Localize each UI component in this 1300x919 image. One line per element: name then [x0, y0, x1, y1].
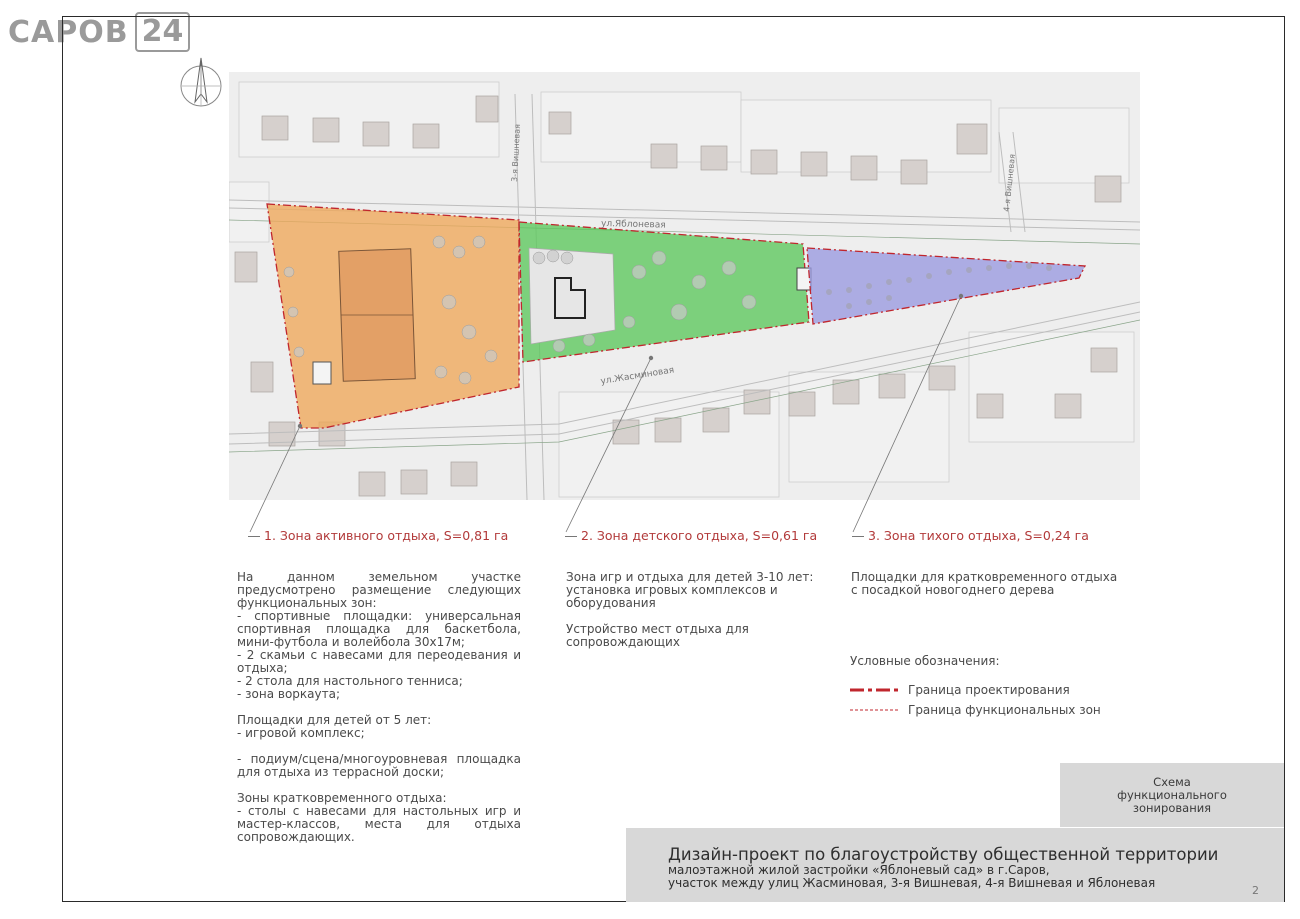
text-line: - игровой комплекс; [237, 726, 365, 740]
text-line: установка игровых комплексов и оборудования [566, 583, 778, 610]
text-line: - спортивные площадки: универсальная спортивная площадка для баскетбола, мини-футбола и волейбола 30х17м; [237, 609, 521, 649]
title-block [626, 828, 1284, 902]
page-number: 2 [1252, 884, 1259, 897]
zone-1-description [237, 571, 521, 857]
zone-1-paragraph [237, 792, 521, 844]
zone-3-paragraph [851, 571, 1121, 597]
scheme-title: Схема функционального зонирования [1117, 774, 1227, 815]
zone-3-title: 3. Зона тихого отдыха, S=0,24 га [852, 528, 1089, 543]
subtitle-line: малоэтажной жилой застройки «Яблоневый сад» в г.Саров, [668, 863, 1050, 877]
project-subtitle [668, 864, 1155, 890]
text-line: На данном земельном участке предусмотрено размещение следующих функциональных зон: [237, 570, 521, 610]
subtitle-line: участок между улиц Жасминовая, 3-я Вишневая, 4-я Вишневая и Яблоневая [668, 876, 1156, 890]
legend-item-zone-boundary [850, 700, 1150, 720]
legend-item-project-boundary [850, 680, 1150, 700]
zone-1-paragraph [237, 753, 521, 779]
zone-2-description [566, 571, 826, 662]
zone-1-title: 1. Зона активного отдыха, S=0,81 га [248, 528, 508, 543]
logo-number: 24 [135, 12, 191, 52]
street-label-4-vishnevaya: 4-я Вишневая [1002, 153, 1018, 213]
zone-2-paragraph [566, 571, 826, 610]
text-line: Зона игр и отдыха для детей 3-10 лет: [566, 570, 814, 584]
street-label-3-vishnevaya: 3-я Вишневая [510, 123, 523, 183]
dashed-line-icon [850, 707, 900, 713]
text-line: - столы с навесами для настольных игр и мастер-классов, места для отдыха сопровождающих. [237, 804, 521, 844]
site-plan-map [229, 72, 1140, 500]
legend-title: Условные обозначения: [850, 654, 1000, 668]
zone-2-paragraph [566, 623, 826, 649]
zone-2-title: 2. Зона детского отдыха, S=0,61 га [565, 528, 817, 543]
scheme-title-box [1060, 763, 1284, 827]
north-arrow-icon [176, 56, 226, 112]
text-line: Зоны кратковременного отдыха: [237, 791, 447, 805]
zone-1-paragraph [237, 571, 521, 701]
project-title: Дизайн-проект по благоустройству общественной территории [668, 845, 1219, 864]
street-label-zhasminovaya: ул.Жасминовая [599, 365, 675, 387]
text-line: - 2 стола для настольного тенниса; [237, 674, 463, 688]
text-line: - зона воркаута; [237, 687, 341, 701]
text-line: Площадки для детей от 5 лет: [237, 713, 432, 727]
text-line: Площадки для кратковременного отдыха с посадкой новогоднего дерева [851, 570, 1118, 597]
zone-1-paragraph [237, 714, 521, 740]
zone-3-description [851, 571, 1121, 610]
text-line: Устройство мест отдыха для сопровождающих [566, 622, 749, 649]
street-label-yablonevaya: ул.Яблоневая [600, 219, 666, 231]
text-line: - подиум/сцена/многоуровневая площадка для отдыха из террасной доски; [237, 752, 521, 779]
legend [850, 654, 1150, 720]
logo-word: САРОВ [8, 14, 129, 50]
dash-dot-line-icon [850, 687, 900, 693]
text-line: - 2 скамьи с навесами для переодевания и отдыха; [237, 648, 521, 675]
legend-label: Граница функциональных зон [908, 703, 1101, 717]
legend-label: Граница проектирования [908, 683, 1070, 697]
